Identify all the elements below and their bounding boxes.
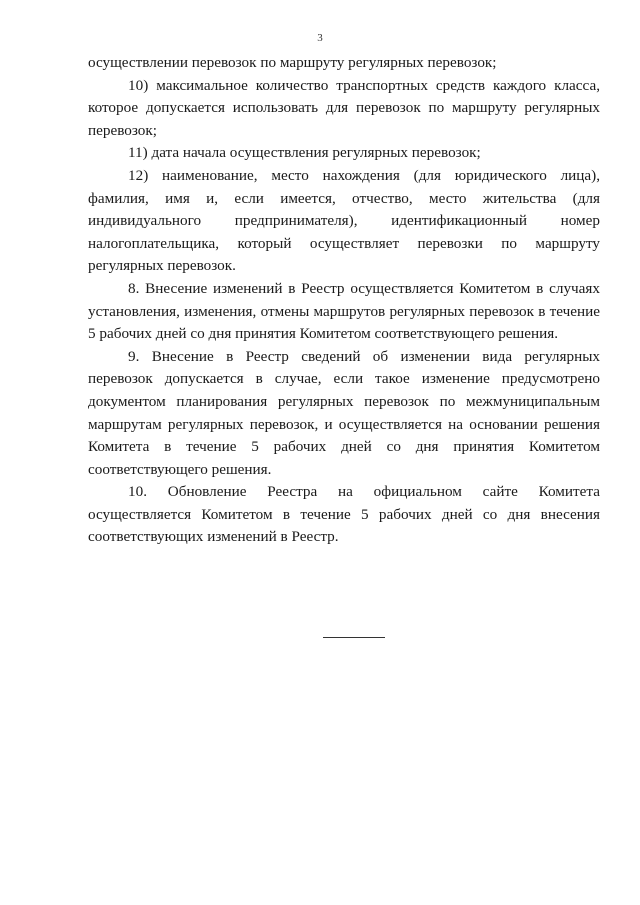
- paragraph-clause-10: 10. Обновление Реестра на официальном сайте Комитета осуществляется Комитетом в течение 5 рабочих дней со дня внесения соответствующих изменений в Реестр.: [88, 483, 600, 546]
- paragraph-item-12: 12) наименование, место нахождения (для юридического лица), фамилия, имя и, если имеется, отчество, место жительства (для индивидуального предпринимателя), идентификационный номер налогоплательщика, который осуществляет перевозки по маршруту регулярных перевозок.: [88, 166, 600, 275]
- paragraph-clause-8: 8. Внесение изменений в Реестр осуществляется Комитетом в случаях установления, изменения, отмены маршрутов регулярных перевозок в течение 5 рабочих дней со дня принятия Комитетом соответствующего решения.: [88, 279, 600, 343]
- paragraph-item-11: 11) дата начала осуществления регулярных перевозок;: [128, 144, 481, 162]
- paragraph-clause-9: 9. Внесение в Реестр сведений об изменении вида регулярных перевозок допускается в случае, если такое изменение предусмотрено документом планирования регулярных перевозок по межмуниципальным маршрутам регулярных перевозок, и осуществляется на основании решения Комитета в течение 5 рабочих дней со дня принятия Комитетом соответствующего решения.: [88, 347, 600, 478]
- paragraph-continuation: осуществлении перевозок по маршруту регулярных перевозок;: [88, 54, 497, 71]
- paragraph-item-10: 10) максимальное количество транспортных средств каждого класса, которое допускается использовать для перевозок по маршруту регулярных перевозок;: [88, 76, 600, 139]
- document-body: [88, 52, 600, 549]
- page-number: 3: [317, 32, 323, 44]
- end-of-document-rule: [323, 637, 385, 638]
